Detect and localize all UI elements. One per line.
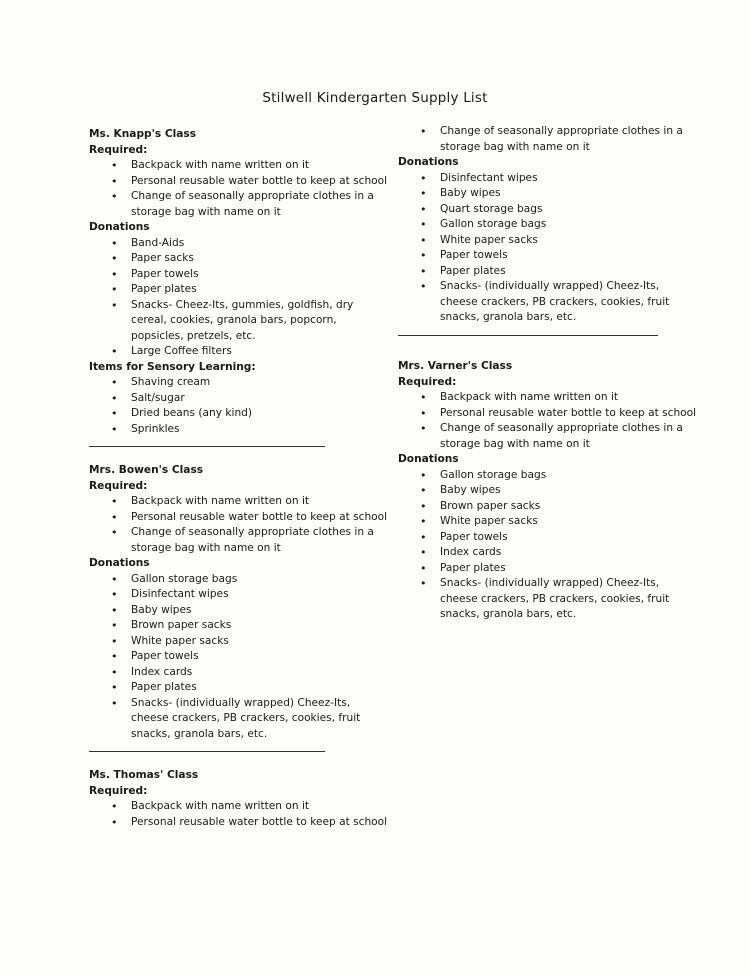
right-column-top: [398, 124, 698, 352]
bowen-section: [89, 463, 389, 742]
donations-label: Donations: [398, 453, 459, 465]
required-list: [89, 158, 389, 220]
section-divider: [89, 751, 325, 752]
donations-list: [89, 236, 389, 360]
left-column: [89, 127, 389, 830]
list-item: • Gallon storage bags: [398, 468, 698, 484]
list-item: • Change of seasonally appropriate clothes in a storage bag with name on it: [89, 525, 389, 556]
list-item: • Paper towels: [398, 530, 698, 546]
list-item: • Personal reusable water bottle to keep at school: [89, 815, 389, 831]
list-item: • Disinfectant wipes: [89, 587, 389, 603]
donations-label: Donations: [89, 221, 150, 233]
donations-list: [398, 468, 698, 623]
list-item: • Paper towels: [398, 248, 698, 264]
list-item: • Paper plates: [398, 264, 698, 280]
list-item: • Gallon storage bags: [398, 217, 698, 233]
list-item: • Snacks- (individually wrapped) Cheez-Its, cheese crackers, PB crackers, cookies, fruit snacks, granola bars, etc.: [398, 279, 698, 326]
list-item: • Paper plates: [89, 282, 389, 298]
list-item: • Paper sacks: [89, 251, 389, 267]
list-item: • Dried beans (any kind): [89, 406, 389, 422]
list-item: • Brown paper sacks: [398, 499, 698, 515]
list-item: • Paper plates: [89, 680, 389, 696]
required-list-continued: [398, 124, 698, 155]
list-item: • Index cards: [398, 545, 698, 561]
list-item: • Paper plates: [398, 561, 698, 577]
list-item: • Backpack with name written on it: [89, 494, 389, 510]
varner-section: [398, 359, 698, 623]
list-item: • Snacks- Cheez-Its, gummies, goldfish, dry cereal, cookies, granola bars, popcorn, popsicles, pretzels, etc.: [89, 298, 389, 345]
list-item: • Paper towels: [89, 267, 389, 283]
thomas-section: [89, 768, 389, 830]
list-item: • Personal reusable water bottle to keep at school: [398, 406, 698, 422]
list-item: • Band-Aids: [89, 236, 389, 252]
list-item: • Baby wipes: [89, 603, 389, 619]
required-label: Required:: [398, 375, 457, 388]
required-label: Required:: [89, 479, 148, 492]
sensory-list: [89, 375, 389, 437]
list-item: • Salt/sugar: [89, 391, 389, 407]
class-heading-thomas: Ms. Thomas' Class: [89, 769, 199, 781]
class-heading-knapp: Ms. Knapp's Class: [89, 128, 197, 140]
list-item: • Change of seasonally appropriate clothes in a storage bag with name on it: [398, 124, 698, 155]
list-item: • Snacks- (individually wrapped) Cheez-Its, cheese crackers, PB crackers, cookies, fruit snacks, granola bars, etc.: [89, 696, 389, 743]
list-item: • Snacks- (individually wrapped) Cheez-Its, cheese crackers, PB crackers, cookies, fruit snacks, granola bars, etc.: [398, 576, 698, 623]
list-item: • Large Coffee filters: [89, 344, 389, 360]
list-item: • White paper sacks: [398, 233, 698, 249]
list-item: • Backpack with name written on it: [398, 390, 698, 406]
class-heading-varner: Mrs. Varner's Class: [398, 360, 513, 372]
list-item: • Baby wipes: [398, 483, 698, 499]
required-list: [89, 799, 389, 830]
required-label: Required:: [89, 784, 148, 797]
list-item: • Backpack with name written on it: [89, 799, 389, 815]
donations-list: [398, 171, 698, 326]
list-item: • Gallon storage bags: [89, 572, 389, 588]
list-item: • Disinfectant wipes: [398, 171, 698, 187]
donations-label: Donations: [89, 557, 150, 569]
section-divider: [398, 335, 658, 336]
required-list: [398, 390, 698, 452]
list-item: • Index cards: [89, 665, 389, 681]
list-item: • White paper sacks: [89, 634, 389, 650]
list-item: • Personal reusable water bottle to keep at school: [89, 510, 389, 526]
required-label: Required:: [89, 143, 148, 156]
donations-list: [89, 572, 389, 743]
document-title: Stilwell Kindergarten Supply List: [262, 90, 488, 106]
list-item: • Baby wipes: [398, 186, 698, 202]
knapp-section: [89, 127, 389, 437]
section-divider: [89, 446, 325, 447]
class-heading-bowen: Mrs. Bowen's Class: [89, 464, 204, 476]
list-item: • White paper sacks: [398, 514, 698, 530]
list-item: • Shaving cream: [89, 375, 389, 391]
required-list: [89, 494, 389, 556]
list-item: • Sprinkles: [89, 422, 389, 438]
list-item: • Brown paper sacks: [89, 618, 389, 634]
list-item: • Change of seasonally appropriate clothes in a storage bag with name on it: [89, 189, 389, 220]
list-item: • Quart storage bags: [398, 202, 698, 218]
list-item: • Backpack with name written on it: [89, 158, 389, 174]
right-column-bottom: [398, 359, 698, 623]
list-item: • Change of seasonally appropriate clothes in a storage bag with name on it: [398, 421, 698, 452]
donations-label: Donations: [398, 156, 459, 168]
list-item: • Paper towels: [89, 649, 389, 665]
sensory-label: Items for Sensory Learning:: [89, 360, 256, 373]
list-item: • Personal reusable water bottle to keep at school: [89, 174, 389, 190]
